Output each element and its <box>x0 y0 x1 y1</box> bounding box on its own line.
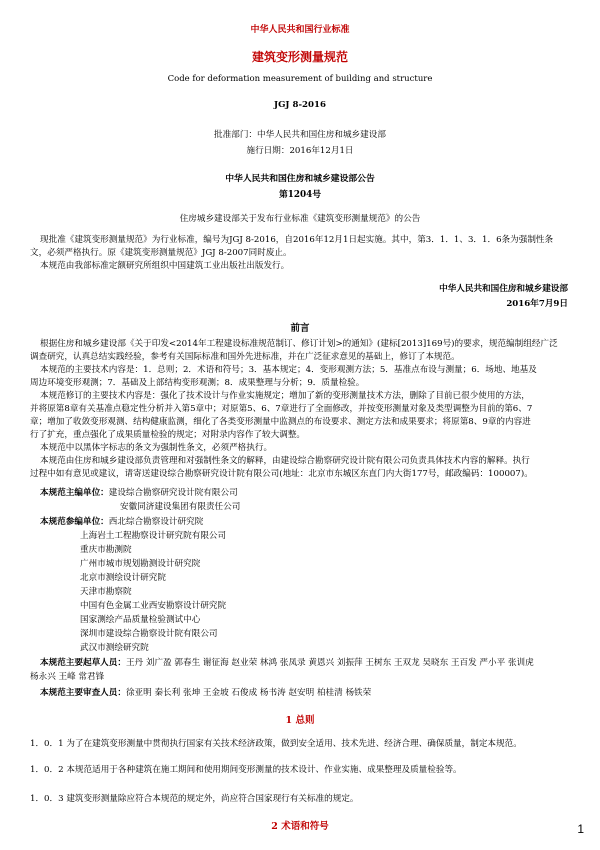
preface-heading: 前言 <box>290 323 310 334</box>
editor-units <box>40 486 238 498</box>
editor-unit: 安徽同济建设集团有限责任公司 <box>120 502 241 512</box>
participant-unit: 上海岩土工程勘察设计研究院有限公司 <box>80 531 227 541</box>
preface-body <box>30 338 570 481</box>
text-line: 本规范中以黑体字标志的条文为强制性条文，必须严格执行。 <box>40 443 273 453</box>
participant-unit: 武汉市测绘研究院 <box>80 643 149 653</box>
drafters-label: 本规范主要起草人员： <box>40 658 126 668</box>
drafters-names: 王丹 刘广盈 郭春生 谢征海 赵业荣 林鸿 张凤录 黄恩兴 刘振萍 王树东 王双龙 吴晓东 王百发 严小平 张训虎 <box>125 658 534 668</box>
clause-1-0-3: 1．0．3 建筑变形测量除应符合本规范的规定外，尚应符合国家现行有关标准的规定。 <box>30 794 359 804</box>
participant-unit: 广州市城市规划勘测设计研究院 <box>80 559 201 569</box>
approving-department: 批准部门：中华人民共和国住房和城乡建设部 <box>214 130 386 140</box>
chapter-2-heading: 2 术语和符号 <box>271 821 329 832</box>
text-line: 本规范由我部标准定额研究所组织中国建筑工业出版社出版发行。 <box>40 261 290 271</box>
drafters <box>40 656 534 668</box>
participant-unit: 国家测绘产品质量检验测试中心 <box>80 615 201 625</box>
participant-unit: 天津市勘察院 <box>80 587 132 597</box>
text-line: 文，必须严格执行。原《建筑变形测量规范》JGJ 8-2007同时废止。 <box>30 248 292 258</box>
participant-unit: 北京市测绘设计研究院 <box>80 573 166 583</box>
announcement-body <box>30 234 570 273</box>
participant-unit: 深圳市建设综合勘察设计院有限公司 <box>80 629 218 639</box>
text-line: 本规范修订的主要技术内容是：强化了技术设计与作业实施规定；增加了新的变形测量技术方法，删除了目前已很少使用的方法， <box>40 391 530 401</box>
standard-code: JGJ 8-2016 <box>274 100 326 110</box>
reviewers-names: 徐亚明 秦长利 张坤 王金坡 石俊成 杨书涛 赵安明 柏桂清 杨铁荣 <box>125 688 372 698</box>
standard-category: 中华人民共和国行业标准 <box>250 25 350 35</box>
text-line: 调查研究，认真总结实践经验，参考有关国际标准和国外先进标准，并在广泛征求意见的基础上，修订了本规范。 <box>30 352 460 362</box>
reviewers-label: 本规范主要审查人员： <box>40 688 126 698</box>
document-title-english: Code for deformation measurement of building and structure <box>167 74 433 84</box>
reviewers <box>40 686 371 698</box>
text-line: 现批准《建筑变形测量规范》为行业标准，编号为JGJ 8-2016，自2016年12月1日起实施。其中，第3．1．1、3．1．6条为强制性条 <box>40 235 554 245</box>
editor-units-label: 本规范主编单位： <box>40 488 109 498</box>
text-line: 本规范的主要技术内容是：1．总则；2．术语和符号；3．基本规定；4．变形观测方法；5．基准点布设与测量；6．场地、地基及 <box>40 365 537 375</box>
announcement-subject: 住房城乡建设部关于发布行业标准《建筑变形测量规范》的公告 <box>179 214 421 224</box>
participant-units-label: 本规范参编单位： <box>40 517 109 527</box>
document-title: 建筑变形测量规范 <box>251 50 348 64</box>
text-line: 本规范由住房和城乡建设部负责管理和对强制性条文的解释，由建设综合勘察研究设计院有限公司负责具体技术内容的解释。执行 <box>40 456 530 466</box>
chapter-1-heading: 1 总则 <box>285 715 315 726</box>
announcement-signature: 中华人民共和国住房和城乡建设部 <box>439 284 568 294</box>
announcement-date: 2016年7月9日 <box>506 299 568 309</box>
clause-1-0-2: 1．0．2 本规范适用于各种建筑在施工期间和使用期间变形测量的技术设计、作业实施、成果整理及质量检验等。 <box>30 765 462 775</box>
participant-units <box>40 515 203 527</box>
participant-unit: 西北综合勘察设计研究院 <box>108 517 204 527</box>
page-number: 1 <box>577 822 584 836</box>
editor-unit: 建设综合勘察研究设计院有限公司 <box>108 488 238 498</box>
effective-date: 施行日期：2016年12月1日 <box>246 146 354 156</box>
text-line: 章；增加了收敛变形观测、结构健康监测，细化了各类变形测量中监测点的布设要求、测定方法和成果要求；将原第8、9章的内容进 <box>30 417 531 427</box>
participant-unit: 中国有色金属工业西安勘察设计研究院 <box>80 601 227 611</box>
announcement-issuer: 中华人民共和国住房和城乡建设部公告 <box>225 174 375 184</box>
text-line: 并将原第8章有关基准点稳定性分析并入第5章中；对原第5、6、7章进行了全面修改，并按变形测量对象及类型调整为目前的第6、7 <box>30 404 533 414</box>
clause-1-0-1: 1．0．1 为了在建筑变形测量中贯彻执行国家有关技术经济政策，做到安全适用、技术先进、经济合理、确保质量，制定本规范。 <box>30 739 522 749</box>
text-line: 根据住房和城乡建设部《关于印发<2014年工程建设标准规范制订、修订计划>的通知》(建标[2013]169号)的要求，规范编制组经广泛 <box>40 339 558 349</box>
text-line: 过程中如有意见或建议，请寄送建设综合勘察研究设计院有限公司(地址：北京市东城区东直门内大街177号，邮政编码：100007)。 <box>30 469 533 479</box>
text-line: 行了扩充，重点强化了成果质量检验的规定；对附录内容作了较大调整。 <box>30 430 306 440</box>
participant-unit: 重庆市勘测院 <box>80 545 132 555</box>
announcement-number: 第1204号 <box>278 190 322 200</box>
text-line: 周边环境变形观测；7．基础及上部结构变形观测；8．成果整理与分析；9．质量检验。 <box>30 378 365 388</box>
drafters-names-continued: 杨永兴 王峰 常君锋 <box>30 672 105 682</box>
